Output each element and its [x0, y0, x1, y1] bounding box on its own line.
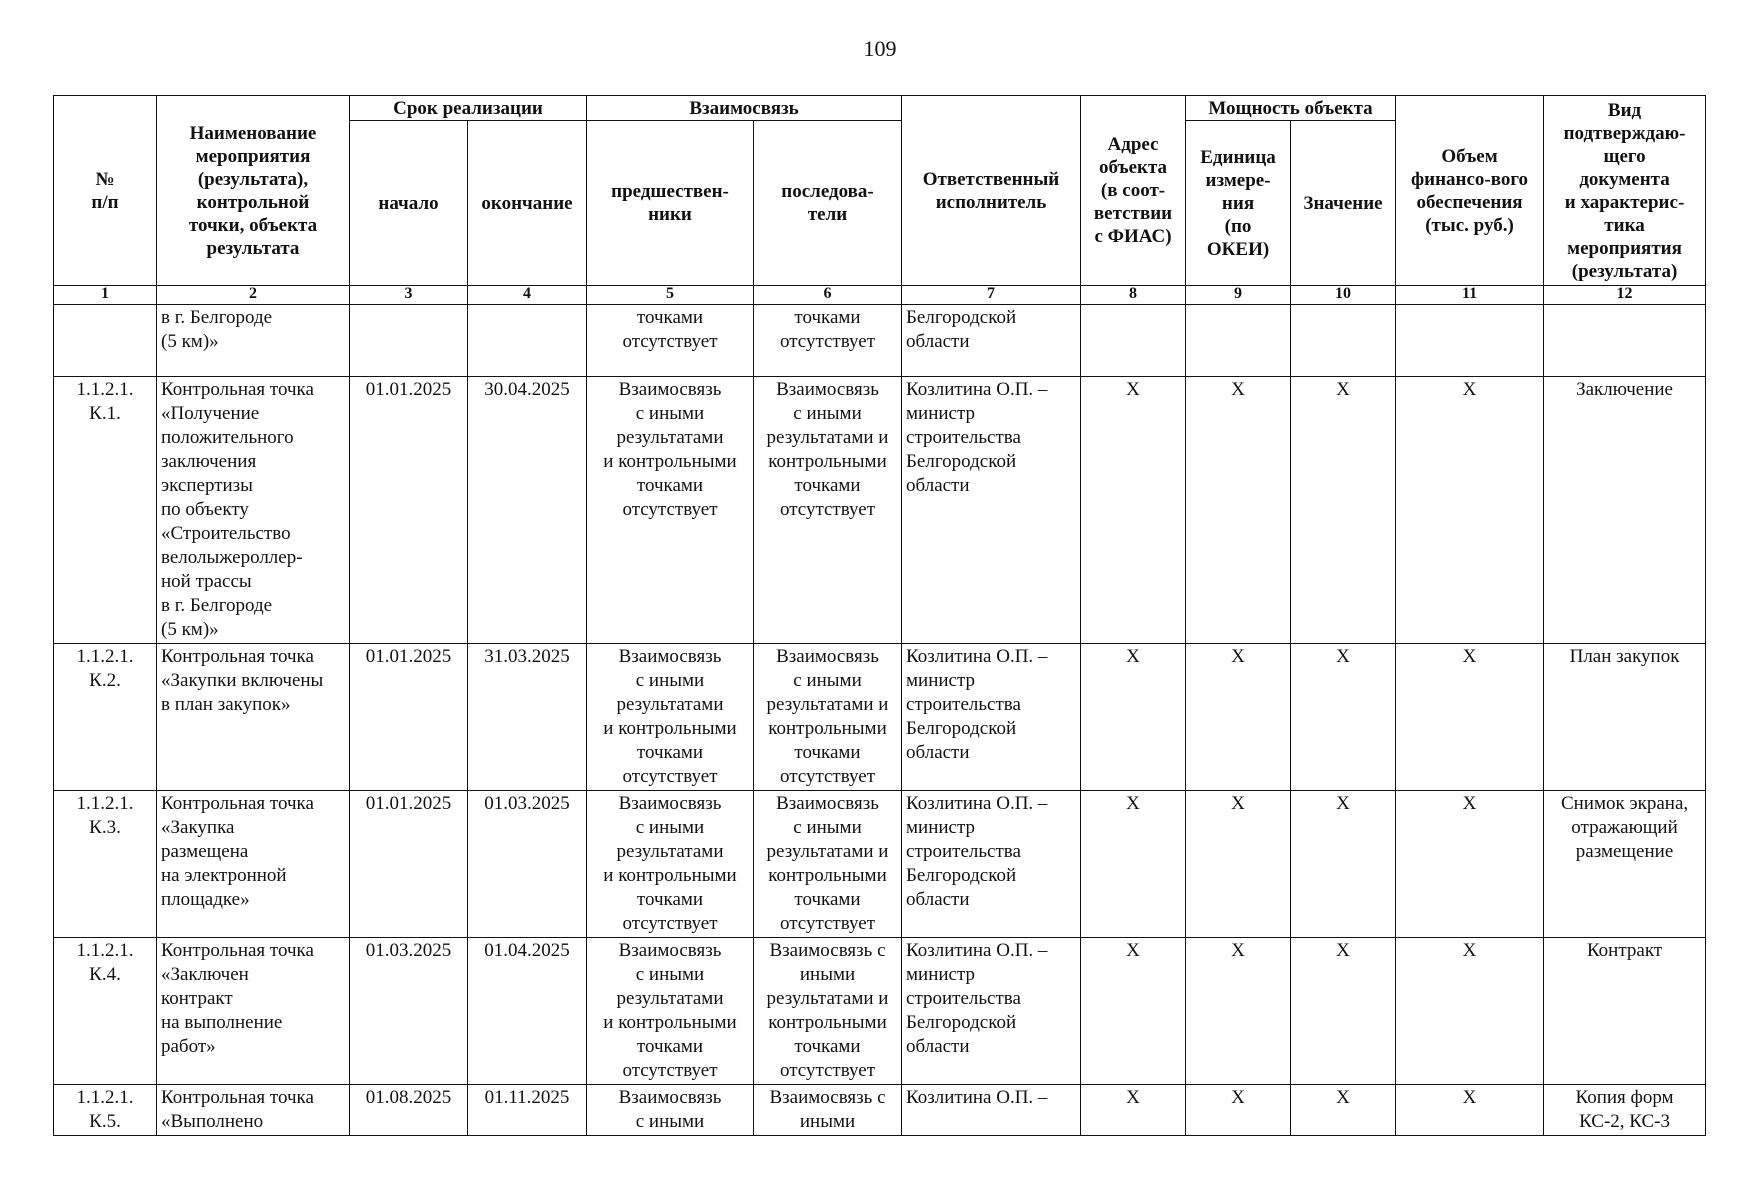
row-name: в г. Белгороде (5 км)» — [157, 305, 350, 377]
row-predecessors: Взаимосвязь с иными результатами и контрольными точками отсутствует — [587, 644, 754, 791]
column-number: 12 — [1544, 286, 1706, 305]
row-doc-type: Контракт — [1544, 938, 1706, 1085]
row-finance: Х — [1396, 791, 1544, 938]
header-value: Значение — [1291, 121, 1396, 286]
row-end: 30.04.2025 — [468, 377, 587, 644]
row-successors: Взаимосвязь с иными результатами и контрольными точками отсутствует — [754, 644, 902, 791]
row-responsible: Козлитина О.П. – министр строительства Белгородской области — [902, 791, 1081, 938]
row-start: 01.08.2025 — [350, 1085, 468, 1136]
header-start: начало — [350, 121, 468, 286]
header-address: Адрес объекта (в соот- ветствии с ФИАС) — [1081, 96, 1186, 286]
row-number: 1.1.2.1. К.3. — [54, 791, 157, 938]
row-name: Контрольная точка «Выполнено — [157, 1085, 350, 1136]
header-successors: последова- тели — [754, 121, 902, 286]
row-end: 01.04.2025 — [468, 938, 587, 1085]
header-end: окончание — [468, 121, 587, 286]
row-doc-type — [1544, 305, 1706, 377]
row-start: 01.01.2025 — [350, 377, 468, 644]
row-doc-type: Заключение — [1544, 377, 1706, 644]
row-unit: Х — [1186, 791, 1291, 938]
row-value: Х — [1291, 938, 1396, 1085]
row-finance: Х — [1396, 1085, 1544, 1136]
column-number: 8 — [1081, 286, 1186, 305]
row-end: 31.03.2025 — [468, 644, 587, 791]
row-finance — [1396, 305, 1544, 377]
row-number: 1.1.2.1. К.4. — [54, 938, 157, 1085]
header-no: № п/п — [54, 96, 157, 286]
table-row — [54, 644, 1706, 791]
row-finance: Х — [1396, 644, 1544, 791]
row-start: 01.03.2025 — [350, 938, 468, 1085]
header-responsible: Ответственный исполнитель — [902, 96, 1081, 286]
row-successors: точками отсутствует — [754, 305, 902, 377]
row-predecessors: Взаимосвязь с иными результатами и контрольными точками отсутствует — [587, 938, 754, 1085]
row-predecessors: Взаимосвязь с иными результатами и контрольными точками отсутствует — [587, 791, 754, 938]
row-address: Х — [1081, 1085, 1186, 1136]
row-start: 01.01.2025 — [350, 791, 468, 938]
row-value: Х — [1291, 791, 1396, 938]
table-row — [54, 791, 1706, 938]
row-name: Контрольная точка «Закупка размещена на электронной площадке» — [157, 791, 350, 938]
row-unit: Х — [1186, 644, 1291, 791]
row-end — [468, 305, 587, 377]
column-number: 7 — [902, 286, 1081, 305]
table-row — [54, 938, 1706, 1085]
row-unit: Х — [1186, 377, 1291, 644]
row-responsible: Козлитина О.П. – министр строительства Белгородской области — [902, 644, 1081, 791]
row-number: 1.1.2.1. К.5. — [54, 1085, 157, 1136]
table-row — [54, 305, 1706, 377]
column-number: 10 — [1291, 286, 1396, 305]
column-number: 9 — [1186, 286, 1291, 305]
row-responsible: Козлитина О.П. – министр строительства Белгородской области — [902, 377, 1081, 644]
row-number: 1.1.2.1. К.2. — [54, 644, 157, 791]
row-end: 01.11.2025 — [468, 1085, 587, 1136]
header-capacity-group: Мощность объекта — [1186, 96, 1396, 121]
row-value: Х — [1291, 377, 1396, 644]
row-value — [1291, 305, 1396, 377]
row-responsible: Козлитина О.П. – министр строительства Белгородской области — [902, 938, 1081, 1085]
header-unit: Единица измере- ния (по ОКЕИ) — [1186, 121, 1291, 286]
row-start — [350, 305, 468, 377]
row-name: Контрольная точка «Получение положительного заключения экспертизы по объекту «Строительство велолыжероллер- ной трассы в г. Белгороде (5 км)» — [157, 377, 350, 644]
row-address — [1081, 305, 1186, 377]
row-successors: Взаимосвязь с иными результатами и контрольными точками отсутствует — [754, 791, 902, 938]
row-name: Контрольная точка «Закупки включены в план закупок» — [157, 644, 350, 791]
row-address: Х — [1081, 938, 1186, 1085]
column-number: 4 — [468, 286, 587, 305]
header-term-group: Срок реализации — [350, 96, 587, 121]
row-finance: Х — [1396, 938, 1544, 1085]
row-doc-type: Копия форм КС-2, КС-3 — [1544, 1085, 1706, 1136]
column-number: 3 — [350, 286, 468, 305]
header-predecessors: предшествен- ники — [587, 121, 754, 286]
row-responsible: Белгородской области — [902, 305, 1081, 377]
row-unit — [1186, 305, 1291, 377]
column-number: 2 — [157, 286, 350, 305]
row-unit: Х — [1186, 938, 1291, 1085]
row-responsible: Козлитина О.П. – — [902, 1085, 1081, 1136]
row-start: 01.01.2025 — [350, 644, 468, 791]
row-successors: Взаимосвязь с иными — [754, 1085, 902, 1136]
row-value: Х — [1291, 644, 1396, 791]
row-finance: Х — [1396, 377, 1544, 644]
column-number: 6 — [754, 286, 902, 305]
row-number: 1.1.2.1. К.1. — [54, 377, 157, 644]
row-predecessors: точками отсутствует — [587, 305, 754, 377]
row-unit: Х — [1186, 1085, 1291, 1136]
row-number — [54, 305, 157, 377]
row-doc-type: План закупок — [1544, 644, 1706, 791]
row-value: Х — [1291, 1085, 1396, 1136]
table-row — [54, 377, 1706, 644]
page-number: 109 — [863, 36, 897, 61]
header-finance: Объем финансо-вого обеспечения (тыс. руб.) — [1396, 96, 1544, 286]
row-successors: Взаимосвязь с иными результатами и контрольными точками отсутствует — [754, 938, 902, 1085]
row-address: Х — [1081, 377, 1186, 644]
row-end: 01.03.2025 — [468, 791, 587, 938]
header-name: Наименование мероприятия (результата), контрольной точки, объекта результата — [157, 96, 350, 286]
column-number: 11 — [1396, 286, 1544, 305]
measures-table — [53, 95, 1706, 1136]
row-name: Контрольная точка «Заключен контракт на выполнение работ» — [157, 938, 350, 1085]
row-doc-type: Снимок экрана, отражающий размещение — [1544, 791, 1706, 938]
header-doc-type: Вид подтверждаю- щего документа и характерис- тика мероприятия (результата) — [1544, 96, 1706, 286]
column-number: 5 — [587, 286, 754, 305]
table-row — [54, 1085, 1706, 1136]
row-address: Х — [1081, 791, 1186, 938]
row-predecessors: Взаимосвязь с иными — [587, 1085, 754, 1136]
row-predecessors: Взаимосвязь с иными результатами и контрольными точками отсутствует — [587, 377, 754, 644]
header-link-group: Взаимосвязь — [587, 96, 902, 121]
row-successors: Взаимосвязь с иными результатами и контрольными точками отсутствует — [754, 377, 902, 644]
column-number: 1 — [54, 286, 157, 305]
row-address: Х — [1081, 644, 1186, 791]
